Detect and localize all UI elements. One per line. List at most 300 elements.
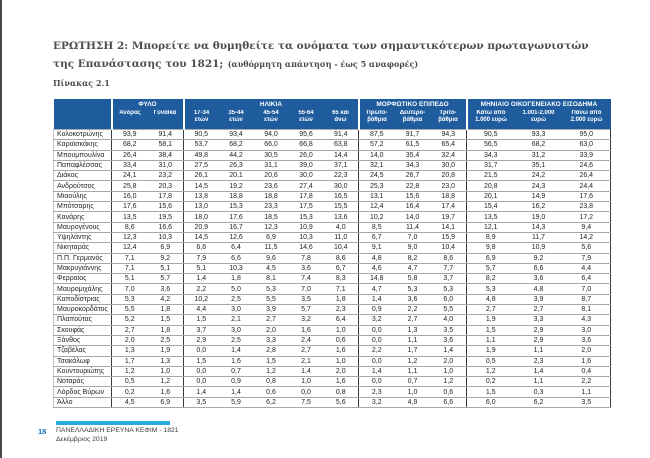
value-cell: 8,6: [112, 222, 148, 232]
value-cell: 13,1: [359, 191, 395, 201]
column-header: 17-34 ετών: [184, 110, 219, 130]
value-cell: 5,7: [467, 263, 515, 273]
value-cell: 7,4: [289, 274, 324, 284]
value-cell: 5,7: [289, 305, 324, 315]
value-cell: 68,2: [219, 140, 254, 150]
value-cell: 15,4: [467, 202, 515, 212]
value-cell: 14,0: [395, 212, 431, 222]
value-cell: 1,8: [148, 305, 184, 315]
value-cell: 5,3: [112, 294, 148, 304]
row-label: Κολοκοτρώνης: [54, 130, 112, 140]
value-cell: 2,0: [563, 346, 611, 356]
value-cell: 2,7: [112, 325, 148, 335]
value-cell: 30,5: [254, 150, 289, 160]
value-cell: 6,9: [254, 232, 289, 242]
value-cell: 5,2: [112, 315, 148, 325]
value-cell: 16,7: [219, 222, 254, 232]
value-cell: 2,2: [359, 346, 395, 356]
value-cell: 2,5: [148, 335, 184, 345]
table-row: [54, 366, 611, 376]
value-cell: 7,0: [563, 284, 611, 294]
value-cell: 90,5: [467, 130, 515, 140]
value-cell: 1,8: [324, 294, 359, 304]
value-cell: 18,0: [184, 212, 219, 222]
value-cell: 5,5: [431, 305, 467, 315]
value-cell: 0,6: [324, 335, 359, 345]
value-cell: 10,9: [289, 222, 324, 232]
value-cell: 1,2: [467, 366, 515, 376]
column-header: Πρωτο- βάθμια: [359, 110, 395, 130]
value-cell: 12,3: [112, 232, 148, 242]
value-cell: 2,5: [219, 294, 254, 304]
value-cell: 13,5: [112, 212, 148, 222]
value-cell: 1,9: [467, 346, 515, 356]
row-label: Ξάνθος: [54, 335, 112, 345]
value-cell: 3,5: [431, 325, 467, 335]
value-cell: 6,4: [219, 243, 254, 253]
value-cell: 6,0: [467, 397, 515, 407]
value-cell: 1,0: [148, 366, 184, 376]
value-cell: 26,7: [395, 171, 431, 181]
table-row: [54, 212, 611, 222]
row-label: Ανδρούτσος: [54, 181, 112, 191]
value-cell: 7,0: [289, 284, 324, 294]
value-cell: 6,7: [324, 263, 359, 273]
value-cell: 2,7: [467, 305, 515, 315]
value-cell: 19,7: [431, 212, 467, 222]
value-cell: 5,7: [148, 274, 184, 284]
value-cell: 58,1: [148, 140, 184, 150]
value-cell: 0,0: [359, 325, 395, 335]
value-cell: 22,8: [395, 181, 431, 191]
value-cell: 15,3: [219, 202, 254, 212]
table-row: [54, 160, 611, 170]
value-cell: 3,5: [184, 397, 219, 407]
value-cell: 10,3: [219, 263, 254, 273]
value-cell: 31,0: [148, 160, 184, 170]
value-cell: 95,0: [563, 130, 611, 140]
value-cell: 2,3: [515, 356, 563, 366]
value-cell: 3,3: [515, 315, 563, 325]
column-header: Πάνω από 2.000 ευρώ: [563, 110, 611, 130]
value-cell: 1,4: [289, 366, 324, 376]
footer-accent-bar: [56, 421, 170, 425]
value-cell: 5,8: [395, 274, 431, 284]
value-cell: 15,5: [324, 202, 359, 212]
value-cell: 3,5: [563, 397, 611, 407]
table-row: [54, 325, 611, 335]
column-header: Γυναίκα: [148, 110, 184, 130]
value-cell: 17,5: [289, 202, 324, 212]
value-cell: 8,2: [395, 253, 431, 263]
value-cell: 4,8: [467, 294, 515, 304]
value-cell: 26,4: [112, 150, 148, 160]
value-cell: 14,5: [184, 232, 219, 242]
value-cell: 11,5: [254, 243, 289, 253]
row-label: Μαυροκορδάτος: [54, 305, 112, 315]
value-cell: 2,0: [431, 356, 467, 366]
value-cell: 3,6: [563, 335, 611, 345]
value-cell: 1,2: [395, 356, 431, 366]
value-cell: 2,9: [515, 335, 563, 345]
table-body: [54, 130, 611, 408]
value-cell: 4,8: [515, 284, 563, 294]
row-label: Μπουμπουλίνα: [54, 150, 112, 160]
value-cell: 61,5: [395, 140, 431, 150]
value-cell: 2,7: [395, 315, 431, 325]
value-cell: 33,9: [563, 150, 611, 160]
value-cell: 8,5: [359, 222, 395, 232]
value-cell: 93,4: [219, 130, 254, 140]
value-cell: 5,0: [219, 284, 254, 294]
value-cell: 14,9: [515, 191, 563, 201]
value-cell: 19,5: [148, 212, 184, 222]
row-label: Κανάρης: [54, 212, 112, 222]
column-header: Τριτο- βάθμια: [431, 110, 467, 130]
value-cell: 13,6: [324, 212, 359, 222]
value-cell: 0,7: [219, 366, 254, 376]
value-cell: 17,6: [219, 212, 254, 222]
value-cell: 0,0: [289, 387, 324, 397]
value-cell: 6,2: [515, 397, 563, 407]
value-cell: 25,3: [359, 181, 395, 191]
value-cell: 2,5: [219, 335, 254, 345]
table-row: [54, 335, 611, 345]
value-cell: 27,5: [184, 160, 219, 170]
row-label: Καποδίστριας: [54, 294, 112, 304]
value-cell: 7,9: [563, 253, 611, 263]
value-cell: 2,7: [515, 305, 563, 315]
value-cell: 6,0: [431, 294, 467, 304]
value-cell: 11,7: [515, 232, 563, 242]
value-cell: 4,5: [254, 263, 289, 273]
value-cell: 31,1: [254, 160, 289, 170]
row-label: Σκουφάς: [54, 325, 112, 335]
value-cell: 5,3: [467, 284, 515, 294]
value-cell: 18,8: [219, 191, 254, 201]
value-cell: 30,0: [431, 160, 467, 170]
value-cell: 15,9: [431, 232, 467, 242]
value-cell: 19,2: [219, 181, 254, 191]
value-cell: 9,2: [148, 253, 184, 263]
row-label: Τζαβέλας: [54, 346, 112, 356]
column-header: Άνδρας: [112, 110, 148, 130]
value-cell: 0,4: [563, 366, 611, 376]
row-label: Νοταράς: [54, 377, 112, 387]
table-row: [54, 171, 611, 181]
value-cell: 18,8: [431, 191, 467, 201]
value-cell: 30,0: [289, 171, 324, 181]
value-cell: 31,7: [467, 160, 515, 170]
value-cell: 26,0: [289, 150, 324, 160]
value-cell: 8,3: [324, 274, 359, 284]
value-cell: 1,5: [184, 356, 219, 366]
row-label: Μπότσαρης: [54, 202, 112, 212]
value-cell: 5,1: [112, 274, 148, 284]
value-cell: 7,1: [112, 253, 148, 263]
row-label: Υψηλάντης: [54, 232, 112, 242]
value-cell: 26,3: [219, 160, 254, 170]
value-cell: 2,4: [289, 335, 324, 345]
table-row: [54, 284, 611, 294]
value-cell: 13,0: [184, 202, 219, 212]
value-cell: 4,0: [324, 222, 359, 232]
value-cell: 5,1: [148, 263, 184, 273]
value-cell: 1,3: [112, 346, 148, 356]
value-cell: 14,2: [563, 232, 611, 242]
value-cell: 24,6: [563, 160, 611, 170]
value-cell: 4,7: [359, 284, 395, 294]
value-cell: 7,9: [184, 253, 219, 263]
value-cell: 10,2: [184, 294, 219, 304]
value-cell: 0,6: [254, 387, 289, 397]
table-row: [54, 243, 611, 253]
table-row: [54, 274, 611, 284]
row-label: Μαυρογένους: [54, 222, 112, 232]
value-cell: 0,7: [395, 377, 431, 387]
value-cell: 3,9: [515, 294, 563, 304]
value-cell: 6,2: [254, 397, 289, 407]
value-cell: 3,7: [431, 274, 467, 284]
column-header: 65 και άνω: [324, 110, 359, 130]
value-cell: 95,6: [289, 130, 324, 140]
value-cell: 2,2: [395, 305, 431, 315]
value-cell: 24,5: [359, 171, 395, 181]
value-cell: 0,2: [467, 377, 515, 387]
value-cell: 1,6: [289, 325, 324, 335]
value-cell: 0,6: [431, 387, 467, 397]
value-cell: 0,5: [112, 377, 148, 387]
value-cell: 1,1: [515, 346, 563, 356]
value-cell: 16,4: [395, 202, 431, 212]
value-cell: 1,4: [184, 274, 219, 284]
row-label: Π.Π. Γερμανός: [54, 253, 112, 263]
table-row: [54, 232, 611, 242]
group-header: ΦΥΛΟ: [112, 99, 184, 110]
value-cell: 6,9: [467, 253, 515, 263]
value-cell: 1,1: [563, 387, 611, 397]
value-cell: 20,3: [148, 181, 184, 191]
value-cell: 1,6: [324, 377, 359, 387]
table-row: [54, 294, 611, 304]
value-cell: 2,2: [563, 377, 611, 387]
value-cell: 12,3: [254, 222, 289, 232]
value-cell: 35,4: [395, 150, 431, 160]
value-cell: 0,0: [184, 346, 219, 356]
value-cell: 26,1: [184, 171, 219, 181]
value-cell: 23,3: [254, 202, 289, 212]
value-cell: 15,6: [395, 191, 431, 201]
value-cell: 63,0: [563, 140, 611, 150]
value-cell: 24,2: [515, 171, 563, 181]
value-cell: 3,9: [254, 305, 289, 315]
value-cell: 1,1: [515, 377, 563, 387]
value-cell: 1,4: [431, 346, 467, 356]
value-cell: 11,0: [324, 232, 359, 242]
value-cell: 53,7: [184, 140, 219, 150]
value-cell: 5,5: [254, 294, 289, 304]
value-cell: 2,9: [515, 325, 563, 335]
value-cell: 17,8: [148, 191, 184, 201]
value-cell: 15,6: [148, 202, 184, 212]
value-cell: 0,5: [467, 356, 515, 366]
row-label: Παπαφλέσσας: [54, 160, 112, 170]
table-row: [54, 191, 611, 201]
value-cell: 4,9: [395, 397, 431, 407]
value-cell: 23,2: [148, 171, 184, 181]
value-cell: 44,2: [219, 150, 254, 160]
value-cell: 2,3: [359, 387, 395, 397]
value-cell: 11,4: [395, 222, 431, 232]
value-cell: 4,4: [184, 305, 219, 315]
group-header: ΜΗΝΙΑΙΟ ΟΙΚΟΓΕΝΕΙΑΚΟ ΕΙΣΟΔΗΜΑ: [467, 99, 611, 110]
value-cell: 13,5: [467, 212, 515, 222]
table-row: [54, 387, 611, 397]
value-cell: 2,0: [254, 325, 289, 335]
value-cell: 8,9: [467, 232, 515, 242]
value-cell: 6,6: [184, 243, 219, 253]
value-cell: 14,4: [324, 150, 359, 160]
question-note: (αυθόρμητη απάντηση - έως 5 αναφορές): [227, 59, 419, 69]
table-row: [54, 130, 611, 140]
value-cell: 91,7: [395, 130, 431, 140]
row-label: Διάκος: [54, 171, 112, 181]
value-cell: 1,5: [148, 315, 184, 325]
table-row: [54, 346, 611, 356]
value-cell: 17,6: [563, 191, 611, 201]
value-cell: 17,2: [563, 212, 611, 222]
value-cell: 68,2: [112, 140, 148, 150]
value-cell: 1,4: [359, 294, 395, 304]
value-cell: 34,3: [467, 150, 515, 160]
value-cell: 1,5: [184, 315, 219, 325]
value-cell: 0,3: [515, 387, 563, 397]
value-cell: 1,0: [431, 366, 467, 376]
value-cell: 91,4: [324, 130, 359, 140]
value-cell: 16,2: [515, 202, 563, 212]
value-cell: 6,6: [431, 397, 467, 407]
value-cell: 7,0: [112, 284, 148, 294]
value-cell: 31,2: [515, 150, 563, 160]
value-cell: 20,6: [254, 171, 289, 181]
value-cell: 7,8: [289, 253, 324, 263]
value-cell: 22,3: [324, 171, 359, 181]
value-cell: 35,1: [515, 160, 563, 170]
value-cell: 16,0: [112, 191, 148, 201]
value-cell: 1,4: [184, 387, 219, 397]
table-row: [54, 150, 611, 160]
value-cell: 57,2: [359, 140, 395, 150]
value-cell: 24,3: [515, 181, 563, 191]
table-row: [54, 263, 611, 273]
results-table: [53, 99, 611, 408]
table-row: [54, 181, 611, 191]
value-cell: 12,6: [219, 232, 254, 242]
value-cell: 1,1: [467, 335, 515, 345]
value-cell: 1,6: [219, 356, 254, 366]
sub-header-row: [54, 110, 611, 130]
table-row: [54, 202, 611, 212]
page-left-edge: [0, 0, 2, 458]
value-cell: 91,4: [148, 130, 184, 140]
value-cell: 0,0: [359, 377, 395, 387]
row-label: Λόρδος Βύρων: [54, 387, 112, 397]
value-cell: 6,9: [148, 243, 184, 253]
footer-survey-title: ΠΑΝΕΛΛΑΔΙΚΗ ΕΡΕΥΝΑ ΚΕΦΙΜ - 1821: [56, 427, 179, 434]
value-cell: 2,1: [289, 356, 324, 366]
value-cell: 25,8: [112, 181, 148, 191]
value-cell: 10,4: [324, 243, 359, 253]
value-cell: 3,0: [219, 305, 254, 315]
row-label: Πλαπούτας: [54, 315, 112, 325]
value-cell: 12,4: [359, 202, 395, 212]
question-title: ΕΡΩΤΗΣΗ 2: Μπορείτε να θυμηθείτε τα ονόματα των σημαντικότερων πρωταγωνιστών της Επανάστασης του 1821;: [53, 40, 589, 70]
value-cell: 23,0: [431, 181, 467, 191]
value-cell: 20,8: [431, 171, 467, 181]
value-cell: 2,7: [289, 346, 324, 356]
value-cell: 1,3: [148, 356, 184, 366]
value-cell: 65,4: [431, 140, 467, 150]
value-cell: 0,9: [219, 377, 254, 387]
value-cell: 5,9: [219, 397, 254, 407]
value-cell: 1,0: [324, 325, 359, 335]
row-label: Άλλο: [54, 397, 112, 407]
value-cell: 2,3: [324, 305, 359, 315]
table-head: [54, 99, 611, 130]
value-cell: 0,9: [359, 305, 395, 315]
value-cell: 8,6: [324, 253, 359, 263]
value-cell: 17,4: [431, 202, 467, 212]
value-cell: 4,5: [112, 397, 148, 407]
value-cell: 3,0: [219, 325, 254, 335]
value-cell: 1,7: [112, 356, 148, 366]
question-block: [53, 36, 598, 72]
value-cell: 38,4: [148, 150, 184, 160]
value-cell: 10,3: [148, 232, 184, 242]
value-cell: 1,5: [467, 387, 515, 397]
value-cell: 2,2: [184, 284, 219, 294]
value-cell: 3,0: [563, 325, 611, 335]
value-cell: 24,1: [112, 171, 148, 181]
value-cell: 34,3: [395, 160, 431, 170]
value-cell: 8,2: [467, 274, 515, 284]
value-cell: 17,8: [289, 191, 324, 201]
value-cell: 5,3: [254, 284, 289, 294]
value-cell: 0,2: [112, 387, 148, 397]
value-cell: 9,6: [254, 253, 289, 263]
value-cell: 1,1: [395, 366, 431, 376]
group-header: ΜΟΡΦΩΤΙΚΟ ΕΠΙΠΕΔΟ: [359, 99, 467, 110]
value-cell: 4,0: [431, 315, 467, 325]
value-cell: 27,4: [289, 181, 324, 191]
value-cell: 8,7: [563, 294, 611, 304]
column-header: Δευτερο- βάθμια: [395, 110, 431, 130]
value-cell: 32,4: [431, 150, 467, 160]
table-row: [54, 222, 611, 232]
value-cell: 2,0: [112, 335, 148, 345]
value-cell: 49,8: [184, 150, 219, 160]
value-cell: 2,9: [184, 335, 219, 345]
value-cell: 8,1: [254, 274, 289, 284]
value-cell: 1,4: [359, 366, 395, 376]
value-cell: 9,2: [515, 253, 563, 263]
value-cell: 16,6: [148, 222, 184, 232]
value-cell: 3,7: [184, 325, 219, 335]
corner-cell: [54, 99, 112, 130]
value-cell: 87,5: [359, 130, 395, 140]
value-cell: 6,7: [359, 232, 395, 242]
value-cell: 5,3: [431, 284, 467, 294]
